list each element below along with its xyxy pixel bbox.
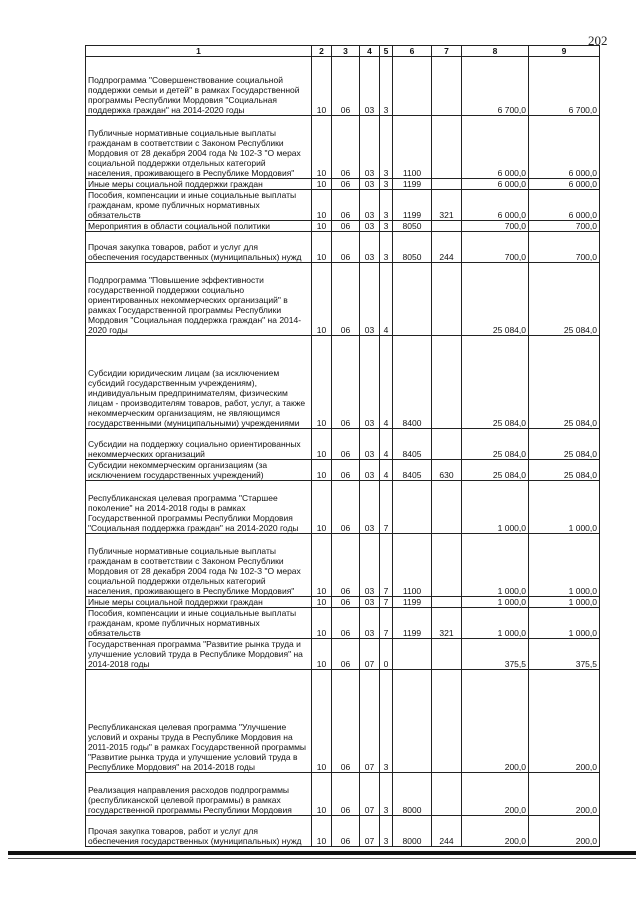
row-subsection: 06 — [332, 232, 360, 263]
row-program: 03 — [360, 460, 380, 481]
row-name: Пособия, компенсации и иные социальные выплаты гражданам, кроме публичных нормативных обязательств — [86, 190, 312, 221]
row-subprogram: 3 — [380, 221, 393, 232]
row-section: 10 — [312, 597, 332, 608]
row-subsection: 06 — [332, 597, 360, 608]
row-subprogram: 7 — [380, 608, 393, 639]
table-row — [86, 534, 600, 597]
row-target-article: 8405 — [393, 429, 432, 460]
row-amount-8: 6 700,0 — [462, 57, 529, 116]
row-name: Субсидии юридическим лицам (за исключением субсидий государственным учреждениям), индивидуальным предпринимателям, физическим лицам - производителям товаров, работ, услуг, а также некоммерческим организациям, не являющимся государственными (муниципальными) учреждениями — [86, 336, 312, 429]
row-program: 03 — [360, 190, 380, 221]
table-row — [86, 179, 600, 190]
row-amount-9: 375,5 — [529, 639, 600, 670]
budget-table — [85, 45, 600, 847]
row-expense-type — [432, 116, 462, 179]
row-amount-8: 700,0 — [462, 221, 529, 232]
table-row — [86, 336, 600, 429]
row-amount-8: 375,5 — [462, 639, 529, 670]
row-amount-9: 1 000,0 — [529, 608, 600, 639]
row-program: 03 — [360, 534, 380, 597]
column-header: 7 — [432, 46, 462, 57]
row-name: Мероприятия в области социальной политики — [86, 221, 312, 232]
row-section: 10 — [312, 179, 332, 190]
row-subprogram: 7 — [380, 534, 393, 597]
row-amount-9: 6 700,0 — [529, 57, 600, 116]
row-subprogram: 4 — [380, 263, 393, 336]
table-row — [86, 57, 600, 116]
row-subsection: 06 — [332, 57, 360, 116]
row-subprogram: 0 — [380, 639, 393, 670]
row-amount-8: 6 000,0 — [462, 116, 529, 179]
table-row — [86, 190, 600, 221]
row-subprogram: 4 — [380, 460, 393, 481]
row-program: 07 — [360, 773, 380, 816]
row-target-article: 1199 — [393, 597, 432, 608]
row-target-article: 8000 — [393, 773, 432, 816]
row-section: 10 — [312, 608, 332, 639]
row-amount-8: 6 000,0 — [462, 179, 529, 190]
row-expense-type: 244 — [432, 232, 462, 263]
row-section: 10 — [312, 190, 332, 221]
row-expense-type — [432, 57, 462, 116]
row-amount-8: 1 000,0 — [462, 481, 529, 534]
row-program: 03 — [360, 597, 380, 608]
row-expense-type — [432, 639, 462, 670]
column-header: 8 — [462, 46, 529, 57]
row-subprogram: 3 — [380, 179, 393, 190]
row-subsection: 06 — [332, 460, 360, 481]
row-subsection: 06 — [332, 179, 360, 190]
row-name: Субсидии на поддержку социально ориентированных некоммерческих организаций — [86, 429, 312, 460]
page-bottom-rule-thin — [8, 858, 636, 859]
column-header: 2 — [312, 46, 332, 57]
row-section: 10 — [312, 116, 332, 179]
row-name: Подпрограмма "Повышение эффективности государственной поддержки социально ориентированных некоммерческих организаций" в рамках Государственной программы Республики Мордовия "Социальная поддержка граждан" на 2014-2020 годы — [86, 263, 312, 336]
table-row — [86, 608, 600, 639]
column-header: 4 — [360, 46, 380, 57]
row-section: 10 — [312, 57, 332, 116]
column-header: 5 — [380, 46, 393, 57]
row-name: Прочая закупка товаров, работ и услуг для обеспечения государственных (муниципальных) нужд — [86, 816, 312, 847]
table-row — [86, 460, 600, 481]
row-subsection: 06 — [332, 816, 360, 847]
row-section: 10 — [312, 429, 332, 460]
row-amount-8: 25 084,0 — [462, 263, 529, 336]
row-subprogram: 7 — [380, 597, 393, 608]
row-amount-8: 1 000,0 — [462, 608, 529, 639]
row-subprogram: 4 — [380, 336, 393, 429]
row-program: 03 — [360, 429, 380, 460]
row-subprogram: 3 — [380, 670, 393, 773]
row-expense-type — [432, 773, 462, 816]
row-section: 10 — [312, 481, 332, 534]
row-amount-8: 6 000,0 — [462, 190, 529, 221]
table-row — [86, 221, 600, 232]
row-program: 07 — [360, 816, 380, 847]
table-header-row — [86, 46, 600, 57]
row-amount-9: 6 000,0 — [529, 190, 600, 221]
row-amount-9: 700,0 — [529, 232, 600, 263]
row-amount-9: 1 000,0 — [529, 597, 600, 608]
table-row — [86, 597, 600, 608]
row-amount-8: 200,0 — [462, 773, 529, 816]
row-target-article: 8400 — [393, 336, 432, 429]
row-amount-8: 25 084,0 — [462, 336, 529, 429]
row-section: 10 — [312, 221, 332, 232]
page-number: 202 — [588, 33, 608, 48]
row-subprogram: 7 — [380, 481, 393, 534]
row-name: Иные меры социальной поддержки граждан — [86, 179, 312, 190]
row-subsection: 06 — [332, 773, 360, 816]
row-section: 10 — [312, 534, 332, 597]
row-amount-9: 25 084,0 — [529, 429, 600, 460]
row-program: 03 — [360, 179, 380, 190]
column-header: 3 — [332, 46, 360, 57]
row-target-article: 8050 — [393, 232, 432, 263]
row-amount-9: 200,0 — [529, 816, 600, 847]
row-section: 10 — [312, 263, 332, 336]
row-program: 03 — [360, 57, 380, 116]
row-section: 10 — [312, 460, 332, 481]
row-subsection: 06 — [332, 263, 360, 336]
row-name: Иные меры социальной поддержки граждан — [86, 597, 312, 608]
row-program: 03 — [360, 608, 380, 639]
row-target-article — [393, 639, 432, 670]
row-amount-9: 1 000,0 — [529, 481, 600, 534]
row-subprogram: 4 — [380, 429, 393, 460]
row-subsection: 06 — [332, 534, 360, 597]
table-row — [86, 263, 600, 336]
row-subsection: 06 — [332, 221, 360, 232]
row-expense-type — [432, 179, 462, 190]
row-expense-type — [432, 221, 462, 232]
row-amount-9: 6 000,0 — [529, 116, 600, 179]
row-subsection: 06 — [332, 481, 360, 534]
column-header: 1 — [86, 46, 312, 57]
row-target-article: 1199 — [393, 179, 432, 190]
table-row — [86, 773, 600, 816]
row-program: 03 — [360, 232, 380, 263]
row-name: Республиканская целевая программа "Улучшение условий и охраны труда в Республике Мордовия на 2011-2015 годы" в рамках Государственной программы "Развитие рынка труда и улучшение условий труда в Республике Мордовия" на 2014-2018 годы — [86, 670, 312, 773]
row-expense-type — [432, 429, 462, 460]
row-amount-8: 1 000,0 — [462, 534, 529, 597]
row-target-article: 1199 — [393, 608, 432, 639]
row-name: Публичные нормативные социальные выплаты гражданам в соответствии с Законом Республики Мордовия от 28 декабря 2004 года № 102-З "О мерах социальной поддержки отдельных категорий населения, проживающего в Республике Мордовия" — [86, 534, 312, 597]
row-subsection: 06 — [332, 190, 360, 221]
row-subprogram: 3 — [380, 116, 393, 179]
row-target-article — [393, 263, 432, 336]
row-target-article: 8405 — [393, 460, 432, 481]
row-name: Пособия, компенсации и иные социальные выплаты гражданам, кроме публичных нормативных обязательств — [86, 608, 312, 639]
row-name: Прочая закупка товаров, работ и услуг для обеспечения государственных (муниципальных) нужд — [86, 232, 312, 263]
row-target-article: 8000 — [393, 816, 432, 847]
row-section: 10 — [312, 816, 332, 847]
row-amount-9: 1 000,0 — [529, 534, 600, 597]
row-section: 10 — [312, 232, 332, 263]
table-row — [86, 232, 600, 263]
row-target-article — [393, 670, 432, 773]
row-expense-type — [432, 670, 462, 773]
row-amount-8: 25 084,0 — [462, 429, 529, 460]
row-expense-type — [432, 597, 462, 608]
row-program: 03 — [360, 263, 380, 336]
row-section: 10 — [312, 336, 332, 429]
row-section: 10 — [312, 639, 332, 670]
row-amount-9: 200,0 — [529, 670, 600, 773]
row-amount-8: 700,0 — [462, 232, 529, 263]
row-expense-type: 630 — [432, 460, 462, 481]
row-program: 03 — [360, 221, 380, 232]
row-name: Государственная программа "Развитие рынка труда и улучшение условий труда в Республике Мордовия" на 2014-2018 годы — [86, 639, 312, 670]
row-name: Республиканская целевая программа "Старшее поколение" на 2014-2018 годы в рамках Государственной программы Республики Мордовия "Социальная поддержка граждан" на 2014-2020 годы — [86, 481, 312, 534]
row-expense-type — [432, 534, 462, 597]
row-subprogram: 3 — [380, 816, 393, 847]
table-row — [86, 116, 600, 179]
row-subsection: 06 — [332, 670, 360, 773]
row-amount-9: 6 000,0 — [529, 179, 600, 190]
row-expense-type: 244 — [432, 816, 462, 847]
row-target-article: 1100 — [393, 534, 432, 597]
row-subsection: 06 — [332, 639, 360, 670]
row-target-article: 8050 — [393, 221, 432, 232]
row-section: 10 — [312, 773, 332, 816]
row-amount-9: 700,0 — [529, 221, 600, 232]
row-name: Публичные нормативные социальные выплаты гражданам в соответствии с Законом Республики Мордовия от 28 декабря 2004 года № 102-З "О мерах социальной поддержки отдельных категорий населения, проживающего в Республике Мордовия" — [86, 116, 312, 179]
row-expense-type: 321 — [432, 190, 462, 221]
row-name: Подпрограмма "Совершенствование социальной поддержки семьи и детей" в рамках Государственной программы Республики Мордовия "Социальная поддержка граждан" на 2014-2020 годы — [86, 57, 312, 116]
row-amount-9: 200,0 — [529, 773, 600, 816]
column-header: 6 — [393, 46, 432, 57]
table-row — [86, 481, 600, 534]
table-row — [86, 670, 600, 773]
row-amount-8: 200,0 — [462, 670, 529, 773]
row-expense-type — [432, 481, 462, 534]
row-subsection: 06 — [332, 336, 360, 429]
row-target-article — [393, 57, 432, 116]
row-program: 03 — [360, 336, 380, 429]
row-subprogram: 3 — [380, 773, 393, 816]
row-target-article: 1199 — [393, 190, 432, 221]
row-name: Субсидии некоммерческим организациям (за исключением государственных учреждений) — [86, 460, 312, 481]
table-row — [86, 816, 600, 847]
row-program: 07 — [360, 639, 380, 670]
table-row — [86, 429, 600, 460]
row-section: 10 — [312, 670, 332, 773]
row-subsection: 06 — [332, 608, 360, 639]
row-amount-9: 25 084,0 — [529, 460, 600, 481]
row-expense-type: 321 — [432, 608, 462, 639]
row-amount-8: 200,0 — [462, 816, 529, 847]
column-header: 9 — [529, 46, 600, 57]
row-expense-type — [432, 263, 462, 336]
row-program: 03 — [360, 481, 380, 534]
row-expense-type — [432, 336, 462, 429]
row-program: 03 — [360, 116, 380, 179]
row-name: Реализация направления расходов подпрограммы (республиканской целевой программы) в рамках государственной программы Республики Мордовия — [86, 773, 312, 816]
row-subprogram: 3 — [380, 57, 393, 116]
row-subsection: 06 — [332, 429, 360, 460]
row-target-article: 1100 — [393, 116, 432, 179]
table-row — [86, 639, 600, 670]
row-target-article — [393, 481, 432, 534]
row-subprogram: 3 — [380, 232, 393, 263]
row-program: 07 — [360, 670, 380, 773]
row-subprogram: 3 — [380, 190, 393, 221]
page-bottom-rule — [8, 851, 636, 855]
row-amount-8: 1 000,0 — [462, 597, 529, 608]
row-subsection: 06 — [332, 116, 360, 179]
table-body — [86, 57, 600, 847]
row-amount-9: 25 084,0 — [529, 336, 600, 429]
row-amount-9: 25 084,0 — [529, 263, 600, 336]
row-amount-8: 25 084,0 — [462, 460, 529, 481]
